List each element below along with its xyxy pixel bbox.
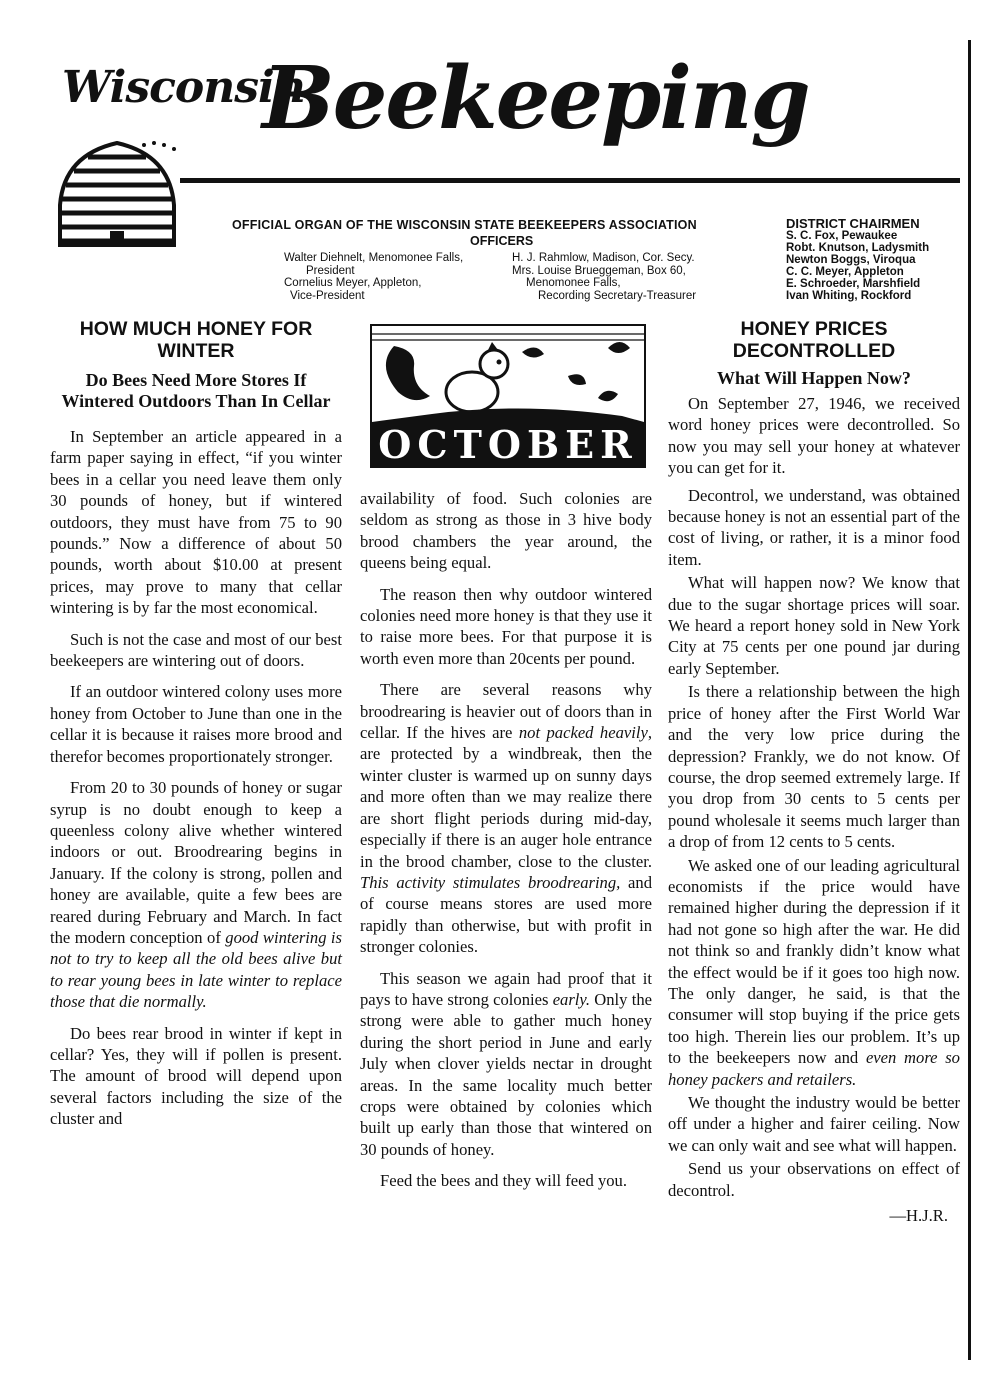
paragraph [668,855,960,1090]
paragraph-text: Only the strong were able to gather much honey during the short period in June and early July when clover yields nectar in drought areas. In the same locality much better crops were obtained by colonies which built up early than those that wintered on 30 pounds of honey. [360,989,652,1159]
official-organ-line: OFFICIAL ORGAN OF THE WISCONSIN STATE BEEKEEPERS ASSOCIATION [232,218,697,232]
paragraph-emphasis: early. [552,989,591,1009]
district-chairman: Robt. Knutson, Ladysmith [786,242,930,254]
column-3 [668,318,960,1226]
paragraph: We thought the industry would be better off under a higher and fairer ceiling. Now we can only wait and see what will happen. [668,1093,960,1155]
masthead-wisconsin: Wisconsin [62,62,305,113]
paragraph-text: , are protected by a windbreak, then the winter cluster is warmed up on sunny days and more often than we may realize there are short flight periods during mid-day, especially if there is an auger hole entrance in the brood chamber, close to the cluster. [360,723,652,871]
paragraph-text: From 20 to 30 pounds of honey or sugar syrup is no doubt enough to keep a queenless colony alive whether wintered indoors or out. Broodrearing begins in January. If the colony is strong, pollen and honey are available, quite a few bees are reared during February and March. In fact the modern conception of [50,778,342,947]
officer-name: Menomonee Falls, [526,277,621,289]
paragraph-emphasis: even more so honey packers and retailers. [668,1048,960,1089]
district-heading: DISTRICT CHAIRMEN [786,216,920,231]
officer-name: Cornelius Meyer, Appleton, [284,277,422,289]
officer-role: President [306,264,355,277]
officer-president [284,252,463,302]
paragraph-text: and of course means stores are used more rapidly than otherwise, but with profit in stronger colonies. [360,872,652,957]
paragraph: Send us your observations on effect of decontrol. [668,1159,960,1200]
column-1 [50,318,342,1130]
officer-role: Recording Secretary-Treasurer [538,289,697,302]
paragraph: In September an article appeared in a farm paper saying in effect, “if you winter bees in a cellar you need leave them only 30 pounds of honey, but if wintered outdoors, they must have from 75 to 90 pounds.” Now a difference of about 50 pounds, worth about $10.00 at present prices, may prove to many that cellar wintering is by far the most economical. [50,427,342,618]
district-chairman: E. Schroeder, Marshfield [786,278,921,290]
beehive-icon [52,135,182,250]
officer-name: H. J. Rahmlow, Madison, Cor. Secy. [512,252,695,264]
paragraph [360,679,652,957]
officers-heading: OFFICERS [470,234,534,248]
paragraph: Decontrol, we understand, was obtained because honey is not an essential part of the cost of living, or rather, it is a minor food item. [668,485,960,569]
paragraph: Feed the bees and they will feed you. [380,1171,627,1191]
paragraph-text: There are several reasons why broodrearing is heavier out of doors than in cellar. If the hives are [360,680,652,743]
officer-name: Mrs. Louise Brueggeman, Box 60, [512,264,686,277]
paragraph: Do bees rear brood in winter if kept in cellar? Yes, they will if pollen is present. The amount of brood will depend upon several factors including the size of the cluster and [50,1023,342,1129]
district-chairman: Ivan Whiting, Rockford [786,290,912,302]
october-banner [370,324,646,468]
paragraph-text: This season we again had proof that it pays to have strong colonies [360,968,652,1009]
officer-role: Vice-President [290,289,365,302]
masthead-beekeeping: Beekeeping [262,48,809,149]
right-border-rule [968,40,971,1360]
paragraph: If an outdoor wintered colony uses more honey from October to June than one in the cellar it is because it raises more brood and therefor becomes proportionately stronger. [50,682,342,766]
district-chairman: C. C. Meyer, Appleton [786,266,904,278]
paragraph: availability of food. Such colonies are seldom as strong as those in 3 hive body brood chambers the year around, the queens being equal. [360,489,652,573]
paragraph [50,777,342,1012]
paragraph: Such is not the case and most of our best beekeepers are wintering out of doors. [50,629,342,671]
officer-secretaries [512,252,696,302]
district-chairman: Newton Boggs, Viroqua [786,254,916,266]
article-subtitle: What Will Happen Now? [717,368,911,388]
article-title: HONEY PRICES DECONTROLLED [732,318,896,362]
paragraph: On September 27, 1946, we received word honey prices were decontrolled. So now you may sell your honey at whatever you can get for it. [668,394,960,478]
paragraph: What will happen now? We know that due to the sugar shortage prices will soar. We heard a report honey sold in New York City at 75 cents per one pound jar during early September. [668,573,960,678]
paragraph-emphasis: not packed heavily [518,723,648,743]
officer-name: Walter Diehnelt, Menomonee Falls, [284,252,464,264]
masthead-rule [180,178,960,183]
signature: —H.J.R. [889,1206,948,1226]
district-chairman: S. C. Fox, Pewaukee [786,230,898,242]
district-chairmen [786,218,929,302]
paragraph: Is there a relationship between the high price of honey after the First World War and the very low price during the depression? Frankly, we do not know. Of course, the drop seemed extremely large. If you drop from 30 cents to 5 cents per pound wholesale it seems much larger than a drop of from 12 cents to 5 cents. [668,682,960,852]
paragraph-emphasis: good wintering is not to try to keep all the old bees alive but to rear young bees in late winter to replace those that die normally. [50,927,342,1012]
article-subtitle: Do Bees Need More Stores If Wintered Outdoors Than In Cellar [61,370,331,411]
article-title: HOW MUCH HONEY FOR WINTER [79,318,313,362]
paragraph [360,968,652,1161]
paragraph: The reason then why outdoor wintered colonies need more honey is that they use it to raise more bees. For that purpose it is worth even more than 20cents per pound. [360,584,652,668]
column-2 [360,318,652,1192]
paragraph-text: We asked one of our leading agricultural economists if the price would have remained higher during the depression if it had not gone so high after the war. He did not think so and frankly didn’t know what the effect would be if it goes too high now. The only danger, he said, is that the consumer will stop buying if the price gets too high. Therein lies our problem. It’s up to the beekeepers now and [668,855,960,1068]
paragraph-emphasis: This activity stimulates broodrearing, [360,872,621,892]
squirrel-illustration [372,326,644,422]
month-title: OCTOBER [372,422,644,466]
